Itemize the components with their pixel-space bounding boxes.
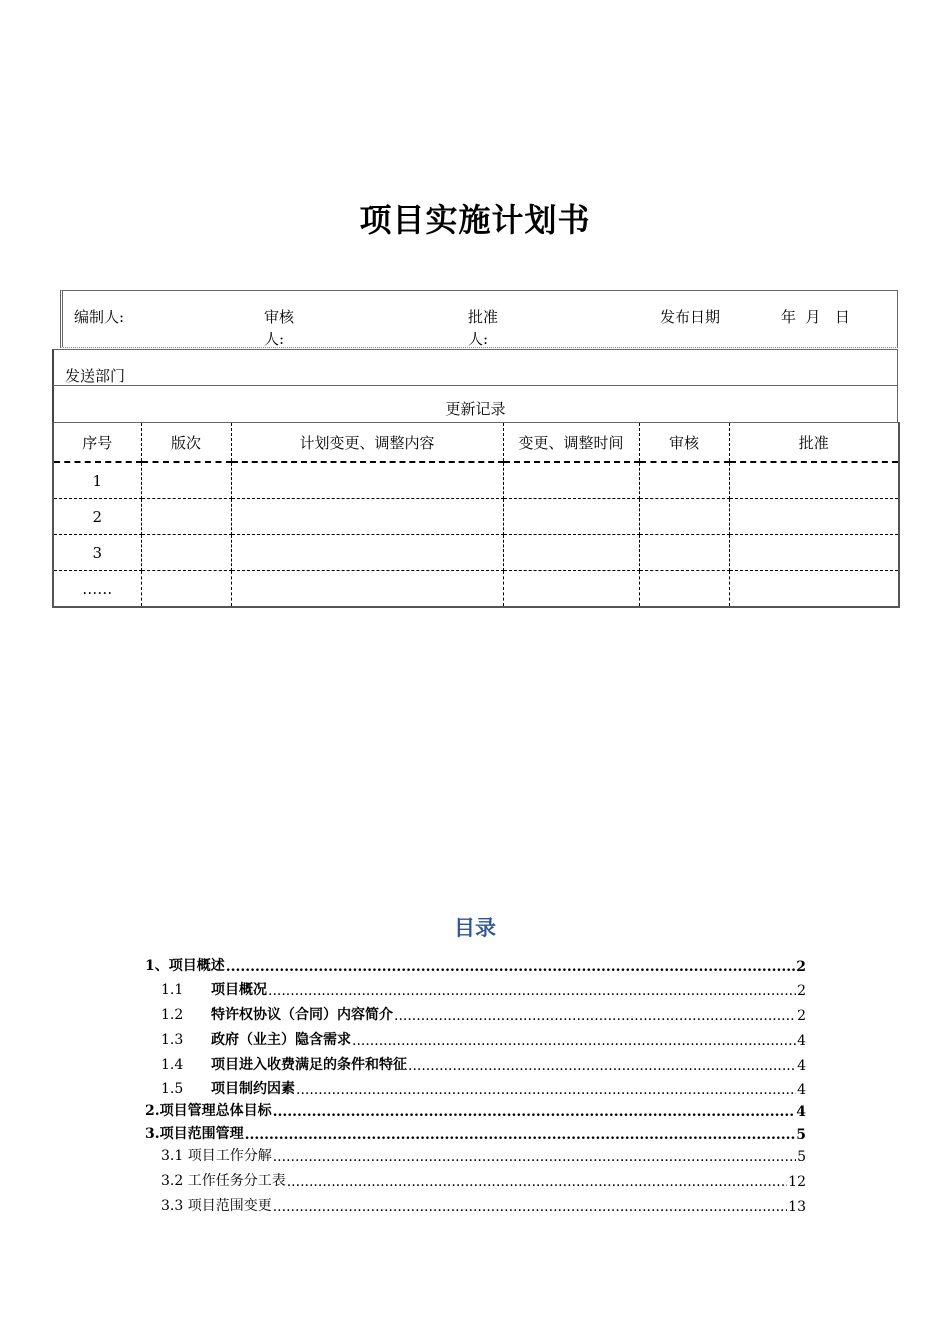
toc-entry[interactable] <box>161 979 806 999</box>
update-record-table <box>52 422 900 608</box>
column-header: 批准 <box>729 423 899 463</box>
column-header: 审核 <box>639 423 729 463</box>
table-cell <box>503 571 639 608</box>
column-header: 序号 <box>53 423 141 463</box>
toc-entry-label: 3.项目范围管理 <box>145 1126 244 1142</box>
toc-entry-page: 13 <box>788 1199 806 1215</box>
table-cell <box>141 535 231 571</box>
toc-entry-label: 3.2 工作任务分工表 <box>161 1173 286 1189</box>
toc-leader <box>394 1008 796 1024</box>
toc-entry-label: 3.1 项目工作分解 <box>161 1148 272 1164</box>
toc-entry-label: 1、项目概述 <box>145 958 225 974</box>
toc-entry-page: 2 <box>797 983 806 999</box>
toc-entry-page: 12 <box>788 1174 806 1190</box>
table-cell <box>503 499 639 535</box>
row-index: …… <box>53 571 141 608</box>
update-record-title: 更新记录 <box>52 386 898 423</box>
table-cell <box>231 571 503 608</box>
table-cell <box>639 535 729 571</box>
table-cell <box>729 571 899 608</box>
table-cell <box>729 499 899 535</box>
column-header: 版次 <box>141 423 231 463</box>
toc-leader <box>408 1058 796 1074</box>
approver-label-line1: 批准 <box>468 308 499 326</box>
toc-entry-number: 1.5 <box>161 1081 184 1097</box>
toc-leader <box>273 1199 787 1215</box>
table-cell <box>639 571 729 608</box>
row-index: 3 <box>53 535 141 571</box>
toc-entry-number: 1.1 <box>161 982 184 998</box>
table-cell <box>231 535 503 571</box>
publish-date-label: 发布日期 <box>660 308 721 326</box>
row-index: 2 <box>53 499 141 535</box>
toc-leader <box>273 1104 796 1120</box>
toc-entry-page: 4 <box>797 1058 806 1074</box>
toc-entry[interactable] <box>145 1123 806 1143</box>
toc-entry-label: 项目制约因素 <box>211 1081 295 1097</box>
toc-entry-page: 5 <box>797 1149 806 1165</box>
toc-leader <box>296 1082 796 1098</box>
table-cell <box>639 462 729 499</box>
toc-entry-page: 5 <box>796 1127 806 1143</box>
send-department-row <box>52 349 898 386</box>
table-cell <box>141 462 231 499</box>
toc-entry-label: 2.项目管理总体目标 <box>145 1103 272 1119</box>
toc-entry[interactable] <box>161 1004 806 1024</box>
toc-entry-label: 项目概况 <box>211 982 267 998</box>
date-units: 年 月 日 <box>781 308 850 326</box>
toc-entry[interactable] <box>161 1145 806 1165</box>
toc-entry-page: 2 <box>796 959 806 975</box>
table-row <box>53 535 899 571</box>
table-row <box>53 571 899 608</box>
reviewer-label-line1: 审核 <box>264 308 295 326</box>
column-header: 计划变更、调整内容 <box>231 423 503 463</box>
toc-leader <box>226 959 796 975</box>
toc-entry-label: 项目进入收费满足的条件和特征 <box>211 1057 407 1073</box>
toc-entry-label: 政府（业主）隐含需求 <box>211 1032 351 1048</box>
toc-entry[interactable] <box>161 1170 806 1190</box>
table-cell <box>231 499 503 535</box>
table-row <box>53 462 899 499</box>
document-title: 项目实施计划书 <box>359 201 591 239</box>
toc-entry[interactable] <box>161 1078 806 1098</box>
toc-entry[interactable] <box>161 1195 806 1215</box>
table-header-row <box>53 423 899 463</box>
toc-leader <box>268 983 796 999</box>
toc-entry-label: 特许权协议（合同）内容简介 <box>211 1007 393 1023</box>
toc-entry-number: 1.4 <box>161 1057 184 1073</box>
table-cell <box>729 535 899 571</box>
toc-entry-page: 4 <box>797 1033 806 1049</box>
toc-title: 目录 <box>454 916 496 940</box>
reviewer-label-line2: 人: <box>264 330 285 348</box>
toc-entry[interactable] <box>161 1054 806 1074</box>
row-index: 1 <box>53 462 141 499</box>
toc-leader <box>273 1149 796 1165</box>
toc-leader <box>287 1174 787 1190</box>
table-cell <box>141 499 231 535</box>
toc-entry[interactable] <box>145 955 806 975</box>
toc-entry[interactable] <box>161 1029 806 1049</box>
table-cell <box>639 499 729 535</box>
toc-entry-page: 4 <box>797 1082 806 1098</box>
table-cell <box>503 535 639 571</box>
column-header: 变更、调整时间 <box>503 423 639 463</box>
signoff-header <box>60 290 898 348</box>
toc-leader <box>245 1127 796 1143</box>
approver-label-line2: 人: <box>468 330 489 348</box>
toc-entry-number: 1.2 <box>161 1007 184 1023</box>
table-row <box>53 499 899 535</box>
toc-entry-page: 4 <box>796 1104 806 1120</box>
table-cell <box>503 462 639 499</box>
toc-leader <box>352 1033 796 1049</box>
send-department-label: 发送部门 <box>65 367 126 385</box>
table-cell <box>729 462 899 499</box>
toc-entry[interactable] <box>145 1100 806 1120</box>
toc-entry-page: 2 <box>797 1008 806 1024</box>
toc-entry-number: 1.3 <box>161 1032 184 1048</box>
table-cell <box>231 462 503 499</box>
table-cell <box>141 571 231 608</box>
toc-entry-label: 3.3 项目范围变更 <box>161 1198 272 1214</box>
compiler-label: 编制人: <box>74 308 125 326</box>
